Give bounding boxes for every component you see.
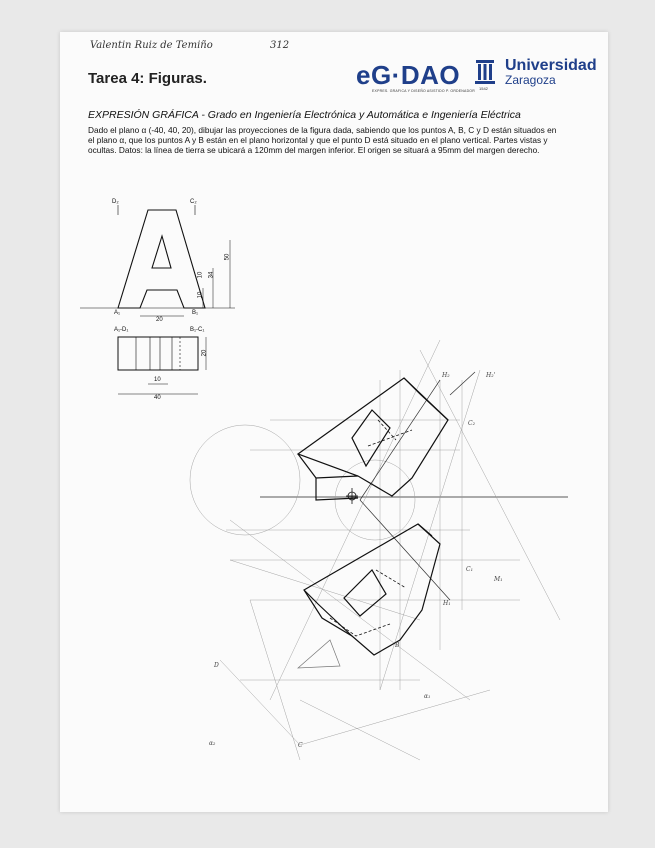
label-alpha2: α₂ xyxy=(209,740,216,747)
dim-34: 34 xyxy=(208,271,215,279)
label-a1-d1: A₁-D₁ xyxy=(114,327,129,333)
triangle-construction xyxy=(298,640,340,668)
label-m1: M₁ xyxy=(494,576,503,583)
label-c: C xyxy=(298,742,303,749)
dim-20-front: 20 xyxy=(156,317,163,323)
label-c1: C₁ xyxy=(466,566,473,573)
horizontal-projection-solid xyxy=(304,524,440,655)
label-b1: B₁ xyxy=(192,310,199,316)
plane-traces xyxy=(360,372,475,600)
label-alpha1: α₁ xyxy=(424,693,431,700)
university-logo-line2: Zaragoza xyxy=(505,73,556,87)
label-a1: A₁ xyxy=(114,310,121,316)
plan-view xyxy=(118,337,206,394)
subject-heading: EXPRESIÓN GRÁFICA - Grado en Ingeniería Electrónica y Automática e Ingeniería Eléctrica xyxy=(88,109,521,121)
handwritten-code: 312 xyxy=(270,40,290,51)
exercise-description: Dado el plano α (-40, 40, 20), dibujar las proyecciones de la figura dada, sabiendo que los puntos A, B, C y D están situados en el plano α, que los puntos A y B están en el plano horizontal y que el punto D está situado en el plano vertical. Partes vistas y ocultas. Datos: la línea de tierra se ubicará a 120mm del margen inferior. El origen se situará a 95mm del margen derecho. xyxy=(88,125,557,155)
dim-10-b: 10 xyxy=(197,271,204,279)
university-logo-line1: Universidad xyxy=(505,57,597,74)
university-logo-year: 1542 xyxy=(479,86,488,91)
construction-lines xyxy=(190,340,560,760)
label-c2-right: C₂ xyxy=(468,420,475,427)
label-c2: C₂ xyxy=(190,199,197,205)
page-title: Tarea 4: Figuras. xyxy=(88,70,207,87)
elevation-dimensions xyxy=(140,240,230,316)
label-b1-c1: B₁-C₁ xyxy=(190,327,205,333)
dim-10-plan: 10 xyxy=(154,377,161,383)
dim-10-a: 10 xyxy=(197,291,204,299)
label-h2: H₂ xyxy=(442,372,450,379)
letter-a-elevation xyxy=(80,205,235,308)
dim-40: 40 xyxy=(154,395,161,401)
egdao-logo: eG·DAO xyxy=(356,60,461,90)
dim-50: 50 xyxy=(224,253,231,261)
egdao-logo-subtitle: EXPRES. GRAFICA Y DISEÑO ASISTIDO P. ORDENADOR xyxy=(372,89,475,93)
label-d2: D₂ xyxy=(112,199,119,205)
handwritten-name: Valentin Ruiz de Temiño xyxy=(90,40,213,51)
label-h2-prime: H₂' xyxy=(486,372,496,379)
label-d: D xyxy=(214,662,219,669)
label-h1: H₁ xyxy=(443,600,451,607)
origin-symbol-icon xyxy=(346,488,358,504)
label-b: B xyxy=(395,642,400,649)
dim-20-plan: 20 xyxy=(201,349,208,357)
